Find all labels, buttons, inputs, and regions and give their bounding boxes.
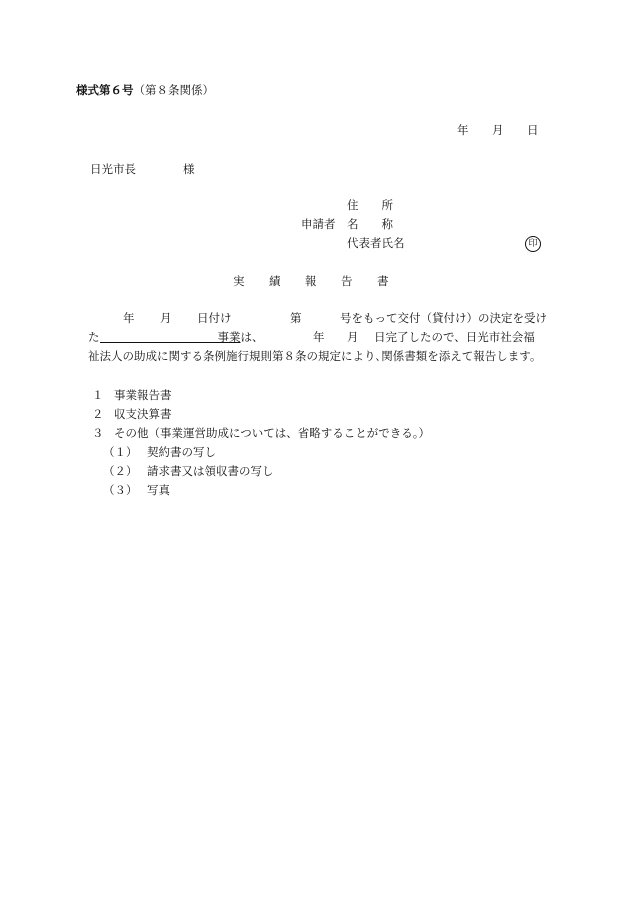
subitem-3-label: 写真 — [147, 483, 170, 497]
attachment-3-number: ３ — [92, 426, 104, 440]
form-number-reference: （第８条関係） — [133, 83, 214, 97]
body-line2-prefix: た — [88, 330, 100, 344]
body-line2-text: 日完了したので、日光市社会福 — [374, 330, 535, 344]
subitem-2-number: （２） — [103, 464, 138, 478]
body-line1-month: 月 — [160, 311, 172, 325]
body-line2-start — [88, 330, 264, 344]
form-number — [76, 83, 214, 97]
addressee-honorific: 様 — [183, 162, 195, 176]
date-day-label: 日 — [527, 123, 539, 137]
body-line2-month: 月 — [347, 330, 359, 344]
body-line2-wa: は、 — [240, 330, 264, 344]
body-line1-text: 号をもって交付（貸付け）の決定を受け — [340, 311, 547, 325]
project-name-blank — [100, 330, 218, 343]
body-line1-year: 年 — [123, 311, 135, 325]
date-month-label: 月 — [492, 123, 504, 137]
seal-icon: 印 — [525, 236, 541, 252]
applicant-representative-label: 代表者氏名 — [347, 236, 405, 250]
addressee-title: 日光市長 — [90, 162, 136, 176]
subitem-2-label: 請求書又は領収書の写し — [147, 464, 274, 478]
applicant-name-label: 名 称 — [347, 217, 393, 231]
body-line2-project: 事業 — [217, 330, 241, 344]
subitem-1-number: （１） — [103, 445, 138, 459]
attachment-2-number: ２ — [92, 407, 104, 421]
body-line1-number-prefix: 第 — [290, 311, 302, 325]
body-line3: 祉法人の助成に関する条例施行規則第８条の規定により､関係書類を添えて報告します。 — [88, 349, 542, 363]
body-line2-year: 年 — [313, 330, 325, 344]
seal-mark — [525, 235, 541, 252]
document-title: 実 績 報 告 書 — [233, 274, 389, 288]
subitem-1-label: 契約書の写し — [147, 445, 216, 459]
form-number-main: 様式第６号 — [76, 83, 134, 97]
attachment-2-label: 収支決算書 — [114, 407, 172, 421]
attachment-1-number: １ — [92, 388, 104, 402]
subitem-3-number: （３） — [103, 483, 138, 497]
applicant-label: 申請者 — [301, 217, 336, 231]
applicant-address-label: 住 所 — [347, 198, 393, 212]
date-year-label: 年 — [457, 123, 469, 137]
attachment-3-label: その他（事業運営助成については、省略することができる。） — [114, 426, 431, 440]
body-line1-date: 日付け — [197, 311, 232, 325]
attachment-1-label: 事業報告書 — [114, 388, 172, 402]
